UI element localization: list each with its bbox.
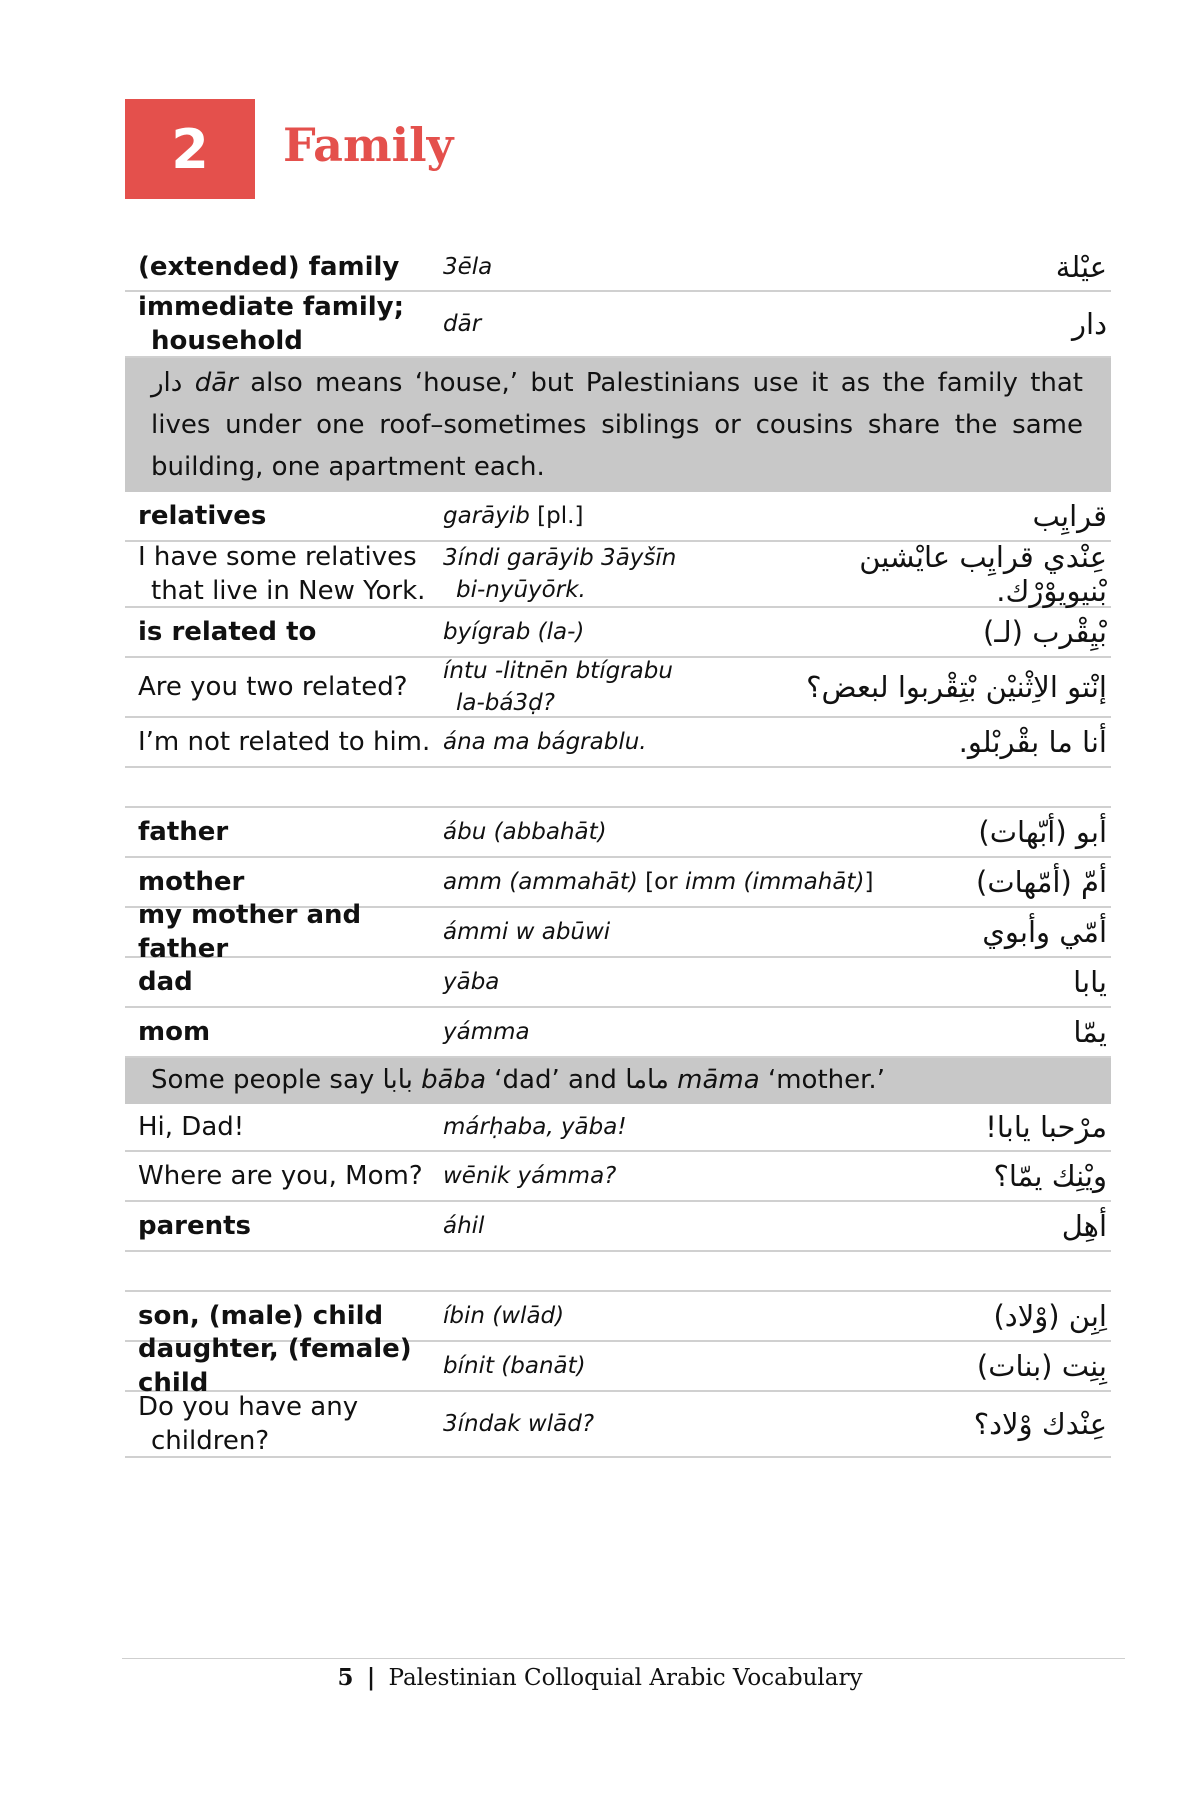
page-footer xyxy=(0,1664,1200,1691)
vocab-row xyxy=(125,1202,1111,1252)
english-line: immediate family; xyxy=(138,292,405,322)
arabic-term: أمّ (أمّهات) xyxy=(976,865,1107,899)
note-text: Some people say xyxy=(151,1065,383,1095)
vocab-row xyxy=(125,658,1111,718)
transliteration-line: márḥaba, yāba! xyxy=(443,1114,627,1140)
arabic-term: يابا xyxy=(1073,965,1107,999)
vocab-row xyxy=(125,292,1111,358)
english-line: Hi, Dad! xyxy=(138,1112,245,1142)
english-term xyxy=(125,1299,443,1333)
english-line: son, (male) child xyxy=(138,1301,384,1331)
english-line: I have some relatives xyxy=(138,542,417,572)
footer-divider xyxy=(122,1658,1125,1659)
page-number: 5 xyxy=(337,1664,354,1691)
arabic-term: بْيِقْرب (لـ) xyxy=(983,615,1107,649)
english-term xyxy=(125,250,443,284)
note-transliteration: dār xyxy=(194,368,238,398)
note-text: ‘dad’ and xyxy=(486,1065,626,1095)
vocab-row xyxy=(125,1008,1111,1058)
transliteration xyxy=(443,616,743,648)
arabic-term: أهِل xyxy=(1061,1209,1107,1243)
english-term xyxy=(125,1110,443,1144)
transliteration xyxy=(443,251,743,283)
transliteration-line: amm (ammahāt) xyxy=(443,869,638,895)
arabic-term: قرايِب xyxy=(1032,499,1107,533)
usage-note xyxy=(125,1058,1111,1104)
vocab-row xyxy=(125,608,1111,658)
arabic-term: يمّا xyxy=(1073,1015,1107,1049)
english-line: relatives xyxy=(138,501,267,531)
usage-note xyxy=(125,358,1111,492)
vocab-row xyxy=(125,1104,1111,1152)
transliteration xyxy=(443,1160,743,1192)
arabic-term: أبو (أبّهات) xyxy=(978,815,1107,849)
english-line: dad xyxy=(138,967,193,997)
english-term xyxy=(125,1209,443,1243)
english-term xyxy=(125,1015,443,1049)
transliteration-line: dār xyxy=(443,311,482,337)
english-line: children? xyxy=(151,1426,270,1456)
english-line: daughter, (female) child xyxy=(138,1334,412,1398)
vocab-row xyxy=(125,900,1111,964)
english-term xyxy=(125,865,443,899)
transliteration-line: 3índak wlād? xyxy=(443,1411,595,1437)
arabic-term: عِنْدك وْلاد؟ xyxy=(973,1407,1107,1441)
footer-separator: | xyxy=(366,1664,376,1691)
transliteration xyxy=(443,1300,743,1332)
arabic-term: عيْلة xyxy=(1055,250,1107,284)
transliteration-line: bínit (banāt) xyxy=(443,1353,586,1379)
arabic-term: دار xyxy=(1072,307,1107,341)
english-term xyxy=(125,1390,443,1458)
vocab-row xyxy=(125,542,1111,608)
transliteration xyxy=(443,816,743,848)
transliteration-line: ána ma bágrablu. xyxy=(443,729,647,755)
transliteration xyxy=(443,1210,743,1242)
transliteration-line: ámmi w abūwi xyxy=(443,919,611,945)
english-line: parents xyxy=(138,1211,252,1241)
transliteration xyxy=(443,966,743,998)
vocab-row xyxy=(125,244,1111,292)
transliteration-line: 3índi garāyib 3āyšīn xyxy=(443,545,677,571)
arabic-term: ويْنِك يمّا؟ xyxy=(993,1159,1107,1193)
alternate-form: [or xyxy=(637,869,685,895)
transliteration xyxy=(443,726,743,758)
transliteration-line: bi-nyūyōrk. xyxy=(456,577,586,603)
vocabulary-table xyxy=(125,244,1111,1458)
vocab-row xyxy=(125,1334,1111,1398)
english-line: mother xyxy=(138,867,245,897)
english-term xyxy=(125,725,443,759)
transliteration-line: ábu (abbahāt) xyxy=(443,819,607,845)
english-line: household xyxy=(151,326,303,356)
english-term xyxy=(125,815,443,849)
english-line: Are you two related? xyxy=(138,672,408,702)
section-spacer xyxy=(125,1252,1111,1292)
arabic-term: أنا ما بقْربْلو. xyxy=(958,725,1107,759)
transliteration xyxy=(443,308,743,340)
transliteration xyxy=(443,1350,743,1382)
vocab-row xyxy=(125,718,1111,768)
english-line: mom xyxy=(138,1017,211,1047)
english-term xyxy=(125,965,443,999)
transliteration xyxy=(443,542,743,606)
note-text xyxy=(669,1065,677,1095)
vocab-row xyxy=(125,1392,1111,1458)
note-text: ‘mother.’ xyxy=(759,1065,885,1095)
alternate-form: imm (immahāt) xyxy=(684,869,865,895)
english-line: Do you have any xyxy=(138,1392,359,1422)
section-spacer xyxy=(125,768,1111,808)
vocab-row xyxy=(125,492,1111,542)
note-text xyxy=(413,1065,421,1095)
book-title: Palestinian Colloquial Arabic Vocabulary xyxy=(388,1665,863,1691)
arabic-term: اِبِن (وْلاد) xyxy=(993,1299,1107,1333)
transliteration xyxy=(443,866,903,898)
transliteration xyxy=(443,655,743,719)
transliteration-line: íntu -litnēn btígrabu xyxy=(443,658,673,684)
transliteration xyxy=(443,500,743,532)
english-line: I’m not related to him. xyxy=(138,727,431,757)
chapter-number: 2 xyxy=(171,117,209,181)
transliteration xyxy=(443,1016,743,1048)
note-text: bāba xyxy=(421,1065,486,1095)
transliteration xyxy=(443,1408,743,1440)
arabic-term: عِنْدي قرايِب عايْشين بْنيويوْرْك. xyxy=(859,540,1107,608)
transliteration-line: áhil xyxy=(443,1213,485,1239)
transliteration xyxy=(443,1111,743,1143)
transliteration-line: yāba xyxy=(443,969,500,995)
english-term xyxy=(125,1159,443,1193)
transliteration-line: yámma xyxy=(443,1019,530,1045)
english-term xyxy=(125,499,443,533)
note-text: māma xyxy=(677,1065,760,1095)
transliteration xyxy=(443,916,743,948)
alternate-form: ] xyxy=(864,869,874,895)
note-arabic: ماما xyxy=(625,1065,669,1095)
english-line: father xyxy=(138,817,229,847)
transliteration-line: byígrab (la-) xyxy=(443,619,585,645)
transliteration-line: wēnik yámma? xyxy=(443,1163,617,1189)
transliteration-line: 3ēla xyxy=(443,254,493,280)
transliteration-line: garāyib xyxy=(443,503,530,529)
english-term xyxy=(125,898,443,966)
transliteration-line: la-bá3ḍ? xyxy=(456,690,555,716)
english-line: Where are you, Mom? xyxy=(138,1161,423,1191)
note-text: also means ‘house,’ but Palestinians use it as the family that lives under one roof–sometimes siblings or cousins share the same building, one apartment each. xyxy=(151,368,1083,482)
transliteration-line: íbin (wlād) xyxy=(443,1303,565,1329)
note-arabic: دار xyxy=(151,368,183,398)
grammar-note: [pl.] xyxy=(529,503,584,529)
chapter-number-box xyxy=(125,99,255,199)
chapter-title: Family xyxy=(283,118,454,172)
note-arabic: بابا xyxy=(382,1065,413,1095)
english-line: is related to xyxy=(138,617,317,647)
english-line: my mother and father xyxy=(138,900,362,964)
english-term xyxy=(125,290,443,358)
arabic-term: مرْحبا يابا! xyxy=(985,1110,1107,1144)
english-term xyxy=(125,615,443,649)
vocab-row xyxy=(125,1152,1111,1202)
arabic-term: أمّي وأبوي xyxy=(982,915,1107,949)
english-term xyxy=(125,670,443,704)
english-line: that live in New York. xyxy=(151,576,426,606)
english-line: (extended) family xyxy=(138,252,400,282)
vocab-row xyxy=(125,958,1111,1008)
arabic-term: إنْتو الاِثْنيْن بْتِقْربوا لبعض؟ xyxy=(806,670,1107,704)
vocab-row xyxy=(125,808,1111,858)
english-term xyxy=(125,540,443,608)
arabic-term: بِنِت (بنات) xyxy=(976,1349,1107,1383)
